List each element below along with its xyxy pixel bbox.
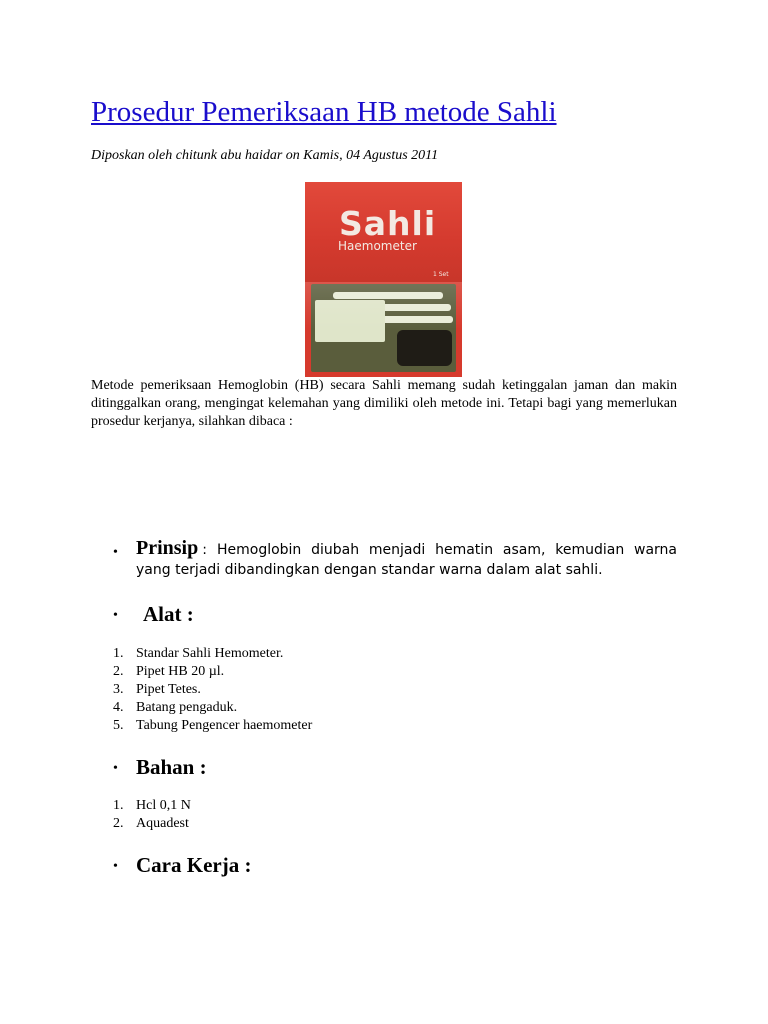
box-brand-text: Sahli [339,204,437,243]
cara-kerja-section [91,853,251,877]
alat-list [91,645,312,735]
alat-heading: Alat : [143,602,194,626]
list-number: 2. [113,816,124,831]
list-number: 2. [113,664,124,679]
prinsip-body [136,539,677,579]
list-number: 3. [113,682,124,697]
blog-post [91,92,677,877]
alat-heading-item [91,602,194,626]
list-text: Standar Sahli Hemometer. [136,646,284,661]
intro-paragraph: Metode pemeriksaan Hemoglobin (HB) secara Sahli memang sudah ketinggalan jaman dan makin ditinggalkan orang, mengingat kelemahan yang dimiliki oleh metode ini. Tetapi bagi yang memerlukan prosedur kerjanya, silahkan dibaca : [91,378,677,429]
bullet-marker: • [113,608,118,623]
bullet-marker: • [113,545,118,560]
post-byline: Diposkan oleh chitunk abu haidar on Kamis, 04 Agustus 2011 [91,148,439,163]
prinsip-item [91,539,677,579]
bahan-heading-item [91,755,207,779]
list-number: 4. [113,700,124,715]
list-item [91,797,191,815]
bahan-heading: Bahan : [136,755,207,779]
list-text: Pipet Tetes. [136,682,201,697]
list-number: 5. [113,718,124,733]
box-subtitle-text: Haemometer [338,239,417,253]
list-text: Aquadest [136,816,189,831]
post-title-link[interactable]: Prosedur Pemeriksaan HB metode Sahli [91,96,557,128]
list-item [91,699,312,717]
list-item [91,815,191,833]
sahli-haemometer-photo [305,182,462,377]
list-text: Pipet HB 20 µl. [136,664,225,679]
prinsip-section [91,539,677,579]
list-text: Tabung Pengencer haemometer [136,718,313,733]
bahan-section [91,755,207,779]
prinsip-text: Hemoglobin diubah menjadi hematin asam, kemudian warna yang terjadi dibandingkan dengan standar warna dalam alat sahli. [136,542,677,578]
list-item [91,717,312,735]
list-text: Batang pengaduk. [136,700,238,715]
alat-section [91,602,194,626]
list-text: Hcl 0,1 N [136,798,191,813]
cara-kerja-heading-item [91,853,251,877]
box-set-label: 1 Set [433,271,449,278]
prinsip-heading: Prinsip [136,537,199,559]
cara-kerja-heading: Cara Kerja : [136,853,252,877]
bahan-list [91,797,191,833]
bullet-marker: • [113,859,118,874]
plastic-cover [305,282,462,377]
list-item [91,663,312,681]
list-item [91,645,312,663]
prinsip-colon: : [202,542,207,558]
list-number: 1. [113,798,124,813]
list-number: 1. [113,646,124,661]
bullet-marker: • [113,761,118,776]
list-item [91,681,312,699]
